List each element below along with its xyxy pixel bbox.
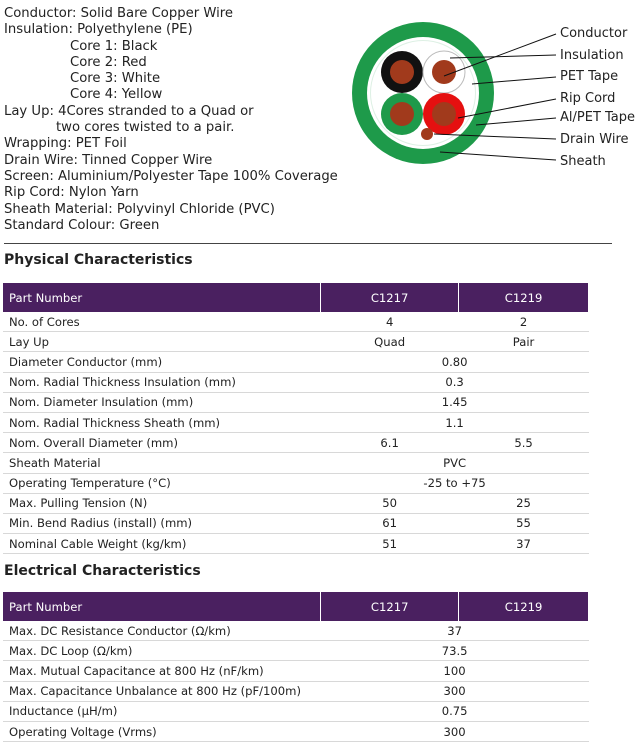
table-row (3, 493, 589, 513)
electrical-table (3, 592, 589, 742)
table-row (3, 372, 589, 392)
table-row (3, 352, 589, 372)
cable-cross-section-diagram (352, 14, 642, 184)
row-value: 1.45 (321, 392, 589, 412)
header-c1219: C1219 (459, 592, 589, 621)
spec-list (4, 6, 338, 234)
spec-drain: Drain Wire: Tinned Copper Wire (4, 152, 213, 168)
row-value: 100 (321, 661, 589, 681)
table-row (3, 534, 589, 554)
spec-core-2: Core 2: Red (70, 54, 147, 70)
row-value: PVC (321, 453, 589, 473)
table-row (3, 721, 589, 741)
label-insulation: Insulation (560, 48, 624, 63)
row-value: 37 (321, 621, 589, 641)
row-value-c1219: 25 (459, 493, 589, 513)
spec-screen: Screen: Aluminium/Polyester Tape 100% Coverage (4, 168, 338, 184)
row-label: Sheath Material (3, 453, 321, 473)
electrical-title: Electrical Characteristics (4, 563, 201, 579)
row-label: Diameter Conductor (mm) (3, 352, 321, 372)
row-value-c1219: 5.5 (459, 433, 589, 453)
row-value-c1217: 50 (321, 493, 459, 513)
row-label: Nom. Overall Diameter (mm) (3, 433, 321, 453)
row-label: Nom. Diameter Insulation (mm) (3, 392, 321, 412)
row-value: 0.3 (321, 372, 589, 392)
drain-wire (421, 128, 433, 140)
table-row (3, 312, 589, 332)
row-value-c1217: 6.1 (321, 433, 459, 453)
row-label: Lay Up (3, 332, 321, 352)
row-value: 0.75 (321, 701, 589, 721)
divider (4, 243, 612, 244)
label-drain-wire: Drain Wire (560, 132, 629, 147)
spec-core-1: Core 1: Black (70, 38, 158, 54)
row-label: Max. Pulling Tension (N) (3, 493, 321, 513)
header-c1219: C1219 (459, 283, 589, 312)
pet-tape (371, 41, 475, 145)
table-row (3, 661, 589, 681)
header-part-number: Part Number (3, 283, 321, 312)
label-sheath: Sheath (560, 154, 606, 169)
row-value-c1217: Quad (321, 332, 459, 352)
row-value: 300 (321, 681, 589, 701)
header-c1217: C1217 (321, 283, 459, 312)
row-label: Max. DC Resistance Conductor (Ω/km) (3, 621, 321, 641)
table-row (3, 332, 589, 352)
row-label: Min. Bend Radius (install) (mm) (3, 513, 321, 533)
table-row (3, 513, 589, 533)
physical-table (3, 283, 589, 554)
row-value: 300 (321, 721, 589, 741)
header-part-number: Part Number (3, 592, 321, 621)
table-row (3, 392, 589, 412)
row-label: Operating Voltage (Vrms) (3, 721, 321, 741)
table-row (3, 433, 589, 453)
table-row (3, 681, 589, 701)
row-value-c1217: 61 (321, 513, 459, 533)
row-value-c1217: 51 (321, 534, 459, 554)
spec-core-4: Core 4: Yellow (70, 87, 163, 103)
table-row (3, 453, 589, 473)
row-value-c1219: Pair (459, 332, 589, 352)
spec-core-3: Core 3: White (70, 71, 161, 87)
spec-layup-cont: two cores twisted to a pair. (56, 120, 235, 136)
row-value: 73.5 (321, 641, 589, 661)
row-value-c1219: 2 (459, 312, 589, 332)
label-conductor: Conductor (560, 26, 628, 41)
spec-ripcord: Rip Cord: Nylon Yarn (4, 185, 139, 201)
row-label: Nom. Radial Thickness Sheath (mm) (3, 412, 321, 432)
spec-wrapping: Wrapping: PET Foil (4, 136, 127, 152)
label-rip-cord: Rip Cord (560, 91, 616, 106)
table-row (3, 412, 589, 432)
spec-layup: Lay Up: 4Cores stranded to a Quad or (4, 103, 254, 119)
row-label: Nominal Cable Weight (kg/km) (3, 534, 321, 554)
row-label: Max. Capacitance Unbalance at 800 Hz (pF/100m) (3, 681, 321, 701)
electrical-header-row (3, 592, 589, 621)
row-value: 1.1 (321, 412, 589, 432)
physical-title: Physical Characteristics (4, 252, 193, 268)
table-row (3, 473, 589, 493)
physical-header-row (3, 283, 589, 312)
label-pet-tape: PET Tape (560, 69, 619, 84)
row-label: Max. DC Loop (Ω/km) (3, 641, 321, 661)
table-row (3, 621, 589, 641)
spec-conductor: Conductor: Solid Bare Copper Wire (4, 6, 233, 21)
spec-insulation: Insulation: Polyethylene (PE) (4, 22, 193, 38)
row-value: -25 to +75 (321, 473, 589, 493)
spec-sheath: Sheath Material: Polyvinyl Chloride (PVC) (4, 201, 275, 217)
row-label: Operating Temperature (°C) (3, 473, 321, 493)
row-label: No. of Cores (3, 312, 321, 332)
row-value-c1219: 37 (459, 534, 589, 554)
row-label: Max. Mutual Capacitance at 800 Hz (nF/km) (3, 661, 321, 681)
spec-colour: Standard Colour: Green (4, 217, 160, 233)
row-value-c1219: 55 (459, 513, 589, 533)
row-value: 0.80 (321, 352, 589, 372)
header-c1217: C1217 (321, 592, 459, 621)
row-label: Nom. Radial Thickness Insulation (mm) (3, 372, 321, 392)
table-row (3, 701, 589, 721)
label-al-pet-tape: Al/PET Tape (560, 110, 636, 125)
table-row (3, 641, 589, 661)
row-value-c1217: 4 (321, 312, 459, 332)
row-label: Inductance (µH/m) (3, 701, 321, 721)
